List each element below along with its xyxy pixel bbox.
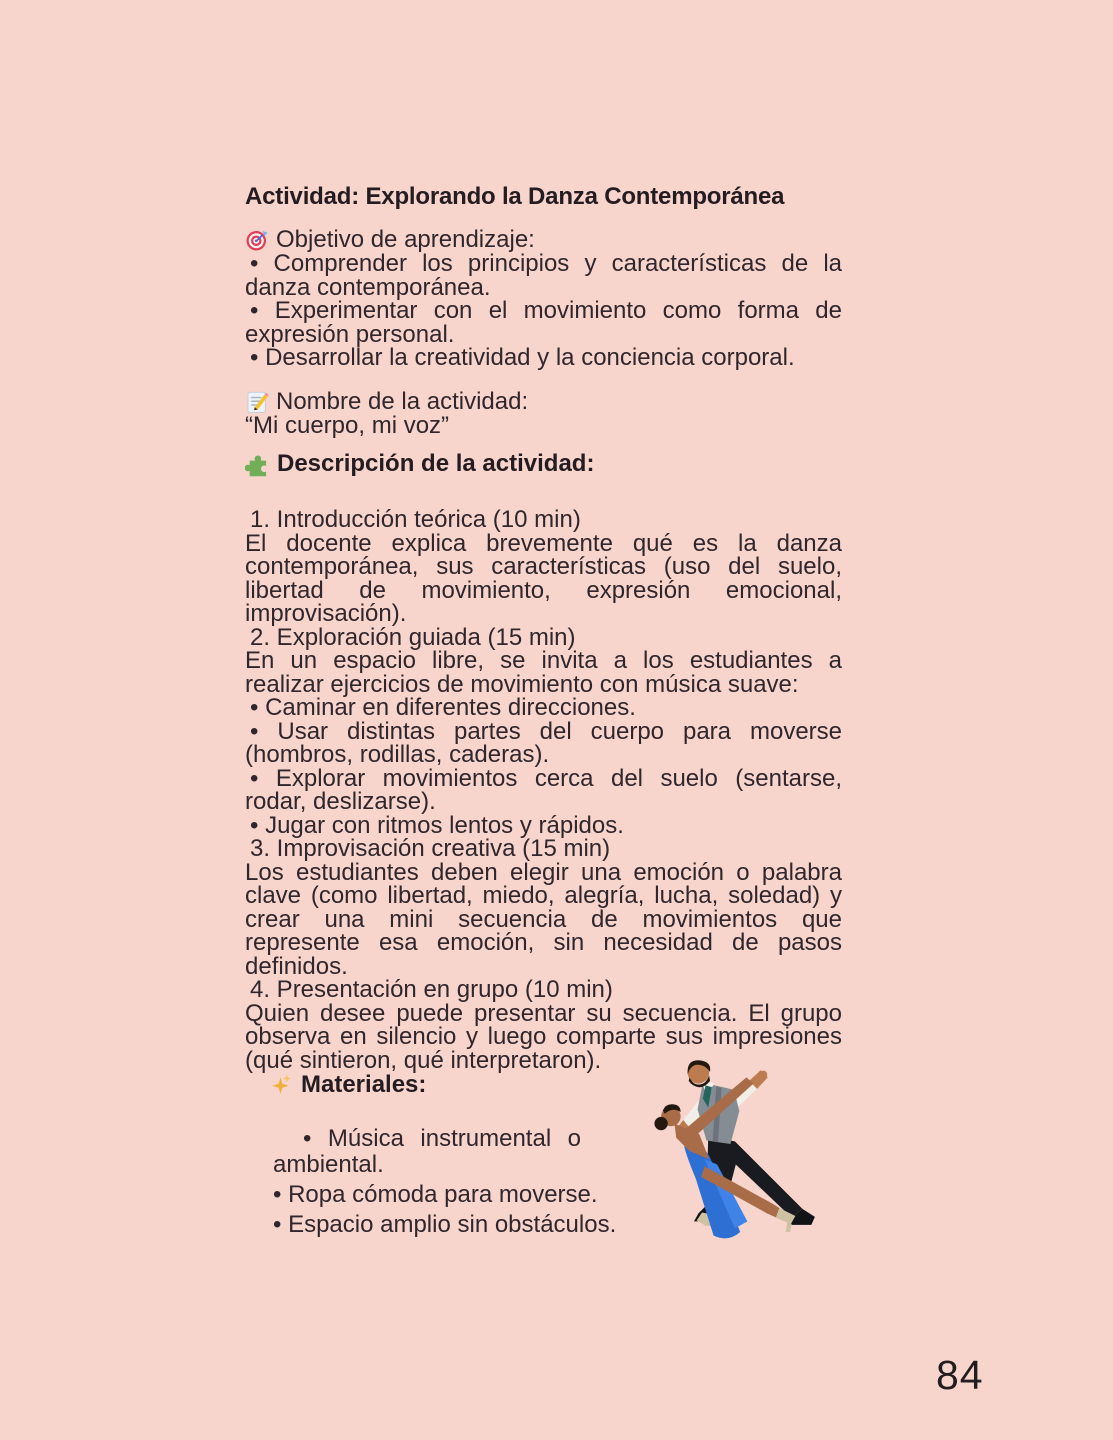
step-title: 1. Introducción teórica (10 min) xyxy=(250,506,581,533)
dancing-couple-illustration xyxy=(653,1056,831,1248)
step-title: 2. Exploración guiada (15 min) xyxy=(250,623,576,651)
activity-name-heading xyxy=(245,390,842,414)
materials-section xyxy=(269,1071,617,1242)
step-bullet: • Usar distintas partes del cuerpo para moverse (hombros, rodillas, caderas). xyxy=(245,717,842,768)
objective-bullet: • Experimentar con el movimiento como forma de expresión personal. xyxy=(245,297,842,348)
description-heading-label: Descripción de la actividad: xyxy=(277,450,595,477)
memo-icon xyxy=(245,390,269,414)
objective-heading xyxy=(245,228,842,252)
step-bullet: • Jugar con ritmos lentos y rápidos. xyxy=(250,811,624,839)
objective-bullet: • Desarrollar la creatividad y la conciencia corporal. xyxy=(250,344,795,371)
materials-bullet: • Ropa cómoda para moverse. xyxy=(273,1181,598,1208)
page-number: 84 xyxy=(936,1352,984,1398)
page-title: Actividad: Explorando la Danza Contemporánea xyxy=(245,183,785,210)
materials-bullet: • Música instrumental o ambiental. xyxy=(273,1125,581,1178)
activity-name-value: “Mi cuerpo, mi voz” xyxy=(245,412,450,439)
materials-heading xyxy=(270,1073,585,1097)
materials-bullet: • Espacio amplio sin obstáculos. xyxy=(273,1211,617,1238)
step-body: Los estudiantes deben elegir una emoción o palabra clave (como libertad, miedo, alegría, lucha, soledad) y crear una mini secuencia de movimientos que represente esa emoción, sin necesidad de pasos definidos. xyxy=(245,858,842,980)
objective-heading-label: Objetivo de aprendizaje: xyxy=(276,226,535,253)
target-icon xyxy=(245,228,269,252)
step-bullet: • Caminar en diferentes direcciones. xyxy=(250,694,636,721)
activity-name-section xyxy=(245,390,842,438)
activity-name-heading-label: Nombre de la actividad: xyxy=(276,388,529,415)
step-bullet: • Explorar movimientos cerca del suelo (sentarse, rodar, deslizarse). xyxy=(245,764,842,815)
step-body: El docente explica brevemente qué es la danza contemporánea, sus características (uso del suelo, libertad de movimiento, expresión emocional, improvisación). xyxy=(245,529,842,627)
step-title: 3. Improvisación creativa (15 min) xyxy=(250,835,611,862)
description-steps xyxy=(245,508,842,1072)
puzzle-icon xyxy=(245,452,270,477)
objective-section xyxy=(245,228,842,370)
step-body: Quien desee puede presentar su secuencia. El grupo observa en silencio y luego comparte sus impresiones (qué sintieron, qué interpretaron). xyxy=(245,999,842,1074)
sparkles-icon xyxy=(270,1073,294,1097)
materials-heading-label: Materiales: xyxy=(301,1071,427,1098)
step-title: 4. Presentación en grupo (10 min) xyxy=(250,976,613,1003)
step-body: En un espacio libre, se invita a los estudiantes a realizar ejercicios de movimiento con música suave: xyxy=(245,647,842,698)
objective-bullet: • Comprender los principios y características de la danza contemporánea. xyxy=(245,250,842,301)
description-heading xyxy=(245,452,842,477)
